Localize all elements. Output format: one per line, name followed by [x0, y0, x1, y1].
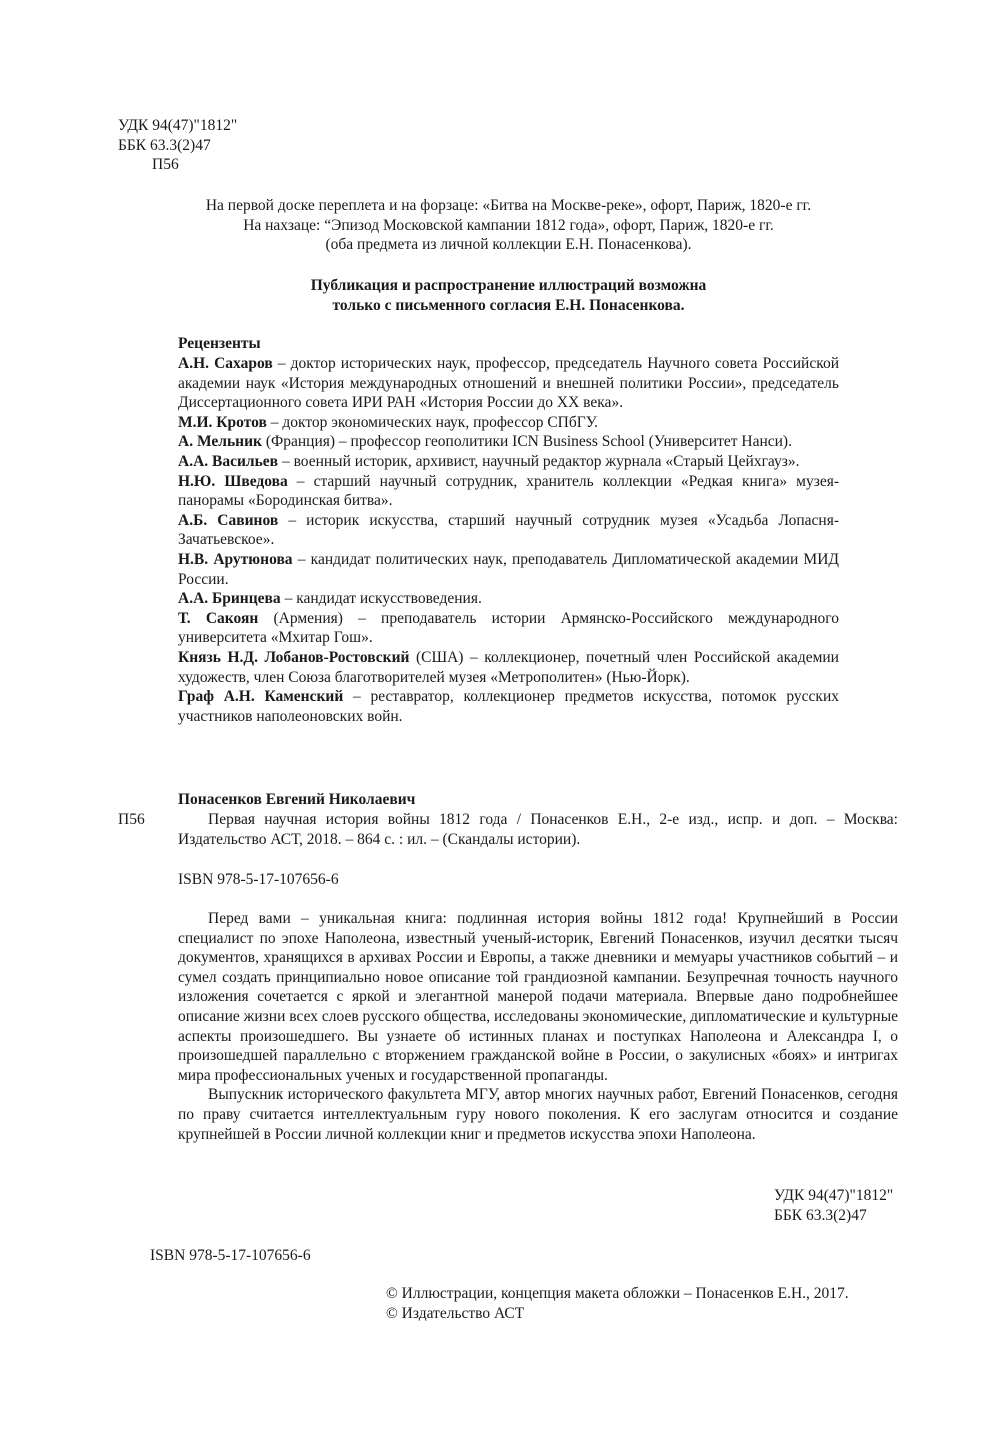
reviewer-entry	[178, 354, 839, 413]
reviewer-entry	[178, 452, 839, 472]
reviewer-description: – кандидат искусствоведения.	[280, 590, 482, 608]
reviewer-name: Н.В. Арутюнова	[178, 550, 293, 568]
rights-notice-line: Публикация и распространение иллюстраций возможна	[310, 277, 707, 294]
reviewer-entry	[178, 413, 839, 433]
reviewer-name: Т. Сакоян	[178, 609, 259, 627]
cover-notice	[150, 196, 867, 255]
footer-bbk: ББК 63.3(2)47	[774, 1206, 867, 1224]
reviewer-description: (США) – коллекционер, почетный член Российской академии художеств, член Союза благотворителей музея «Метрополитен» (Нью-Йорк).	[178, 648, 839, 686]
annotation	[178, 909, 898, 1144]
reviewer-entry	[178, 609, 839, 648]
reviewer-description: (Франция) – профессор геополитики ICN Business School (Университет Нанси).	[261, 433, 792, 451]
bibliography-author: Понасенков Евгений Николаевич	[178, 791, 416, 808]
reviewers-section	[178, 334, 839, 726]
reviewer-name: Н.Ю. Шведова	[178, 472, 288, 490]
cover-notice-line: На первой доске переплета и на форзаце: «Битва на Москве-реке», офорт, Париж, 1820-е гг.	[205, 197, 812, 214]
bbk-code: ББК 63.3(2)47	[118, 136, 211, 154]
classification-codes	[118, 116, 237, 175]
copyright-line: © Издательство АСТ	[386, 1304, 525, 1322]
footer-isbn: ISBN 978-5-17-107656-6	[150, 1247, 311, 1264]
annotation-paragraph: Выпускник исторического факультета МГУ, автор многих научных работ, Евгений Понасенков, сегодня по праву считается интеллектуальным гуру нового поколения. К его заслугам относится и создание крупнейшей в России личной коллекции книг и предметов искусства эпохи Наполеона.	[178, 1086, 898, 1143]
reviewers-heading: Рецензенты	[178, 335, 261, 352]
reviewer-name: А.Б. Савинов	[178, 511, 279, 529]
reviewer-entry	[178, 589, 839, 609]
reviewer-entry	[178, 511, 839, 550]
rights-notice	[150, 276, 867, 315]
reviewer-name: А. Мельник	[178, 433, 262, 451]
reviewer-name: А.А. Васильев	[178, 452, 279, 470]
reviewer-entry	[178, 472, 839, 511]
reviewer-description: – военный историк, архивист, научный редактор журнала «Старый Цейхгауз».	[278, 452, 800, 470]
copyright-block	[386, 1284, 849, 1323]
reviewer-entry	[178, 648, 839, 687]
reviewer-entry	[178, 432, 839, 452]
bibliography-author-mark: П56	[118, 811, 145, 828]
reviewer-description: – реставратор, коллекционер предметов искусства, потомок русских участников наполеоновских войн.	[178, 688, 839, 725]
footer-codes	[774, 1186, 893, 1225]
reviewer-description: – историк искусства, старший научный сотрудник музея «Усадьба Лопасня-Зачатьевское».	[178, 511, 840, 549]
bibliography-description: Первая научная история войны 1812 года / Понасенков Е.Н., 2-е изд., испр. и доп. – Москва: Издательство АСТ, 2018. – 864 с. : ил. – (Скандалы истории).	[178, 811, 898, 848]
cover-notice-line: (оба предмета из личной коллекции Е.Н. Понасенкова).	[325, 236, 692, 254]
rights-notice-line: только с письменного согласия Е.Н. Понасенкова.	[332, 296, 685, 314]
reviewer-description: – доктор экономических наук, профессор СПбГУ.	[266, 413, 599, 431]
isbn-number: ISBN 978-5-17-107656-6	[178, 871, 339, 888]
reviewer-name: А.А. Бринцева	[178, 590, 281, 608]
reviewer-description: – кандидат политических наук, преподаватель Дипломатической академии МИД России.	[178, 550, 839, 588]
author-mark: П56	[152, 156, 179, 174]
footer-udk: УДК 94(47)"1812"	[774, 1187, 894, 1204]
reviewer-description: – старший научный сотрудник, хранитель коллекции «Редкая книга» музея-панорамы «Бородинская битва».	[178, 472, 839, 510]
copyright-line: © Иллюстрации, концепция макета обложки – Понасенков Е.Н., 2017.	[386, 1285, 849, 1302]
reviewer-entry	[178, 687, 839, 726]
cover-notice-line: На нахзаце: “Эпизод Московской кампании 1812 года», офорт, Париж, 1820-е гг.	[243, 216, 774, 234]
reviewer-name: Граф А.Н. Каменский	[178, 688, 344, 706]
annotation-paragraph: Перед вами – уникальная книга: подлинная история войны 1812 года! Крупнейший в России специалист по эпохе Наполеона, известный ученый-историк, Евгений Понасенков, изучил десятки тысяч документов, хранящихся в архивах России и Европы, а также дневники и мемуары участников событий – и сумел создать принципиально новое описание той грандиозной кампании. Безупречная точность научного изложения сочетается с яркой и элегантной манерой подачи материала. Впервые дано подробнейшее описание жизни всех слоев русского общества, исследованы экономические, дипломатические и культурные аспекты произошедшего. Вы узнаете об истинных планах и поступках Наполеона и Александра I, о произошедшей параллельно с вторжением гражданской войне в России, о закулисных «боях» и интригах мира профессиональных ученых и государственной пропаганды.	[178, 910, 898, 1084]
reviewer-name: А.Н. Сахаров	[178, 355, 273, 372]
reviewer-name: М.И. Кротов	[178, 413, 267, 431]
udk-code: УДК 94(47)"1812"	[118, 117, 238, 134]
reviewer-description: (Армения) – преподаватель истории Армянско-Российского международного университета «Мхитар Гош».	[178, 609, 839, 647]
reviewer-name: Князь Н.Д. Лобанов-Ростовский	[178, 648, 410, 666]
reviewer-entry	[178, 550, 839, 589]
reviewer-description: – доктор исторических наук, профессор, председатель Научного совета Российской академии наук «История международных отношений и внешней политики России», председатель Диссертационного совета ИРИ РАН «История России до XX века».	[178, 355, 839, 412]
